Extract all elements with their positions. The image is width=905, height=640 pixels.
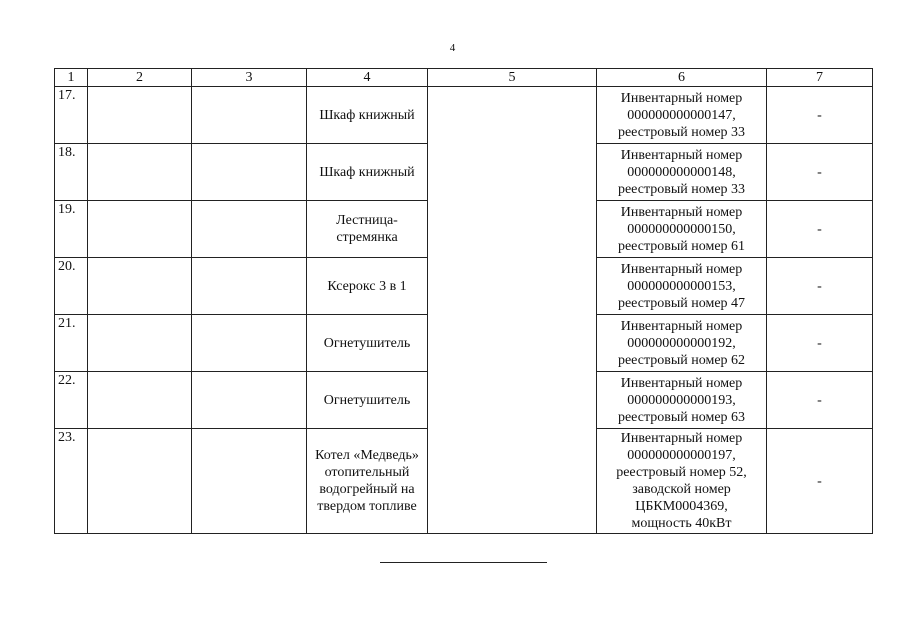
col7-cell: - [767, 315, 873, 372]
detail-line: 000000000000192, [627, 335, 736, 351]
item-name: Шкаф книжный [307, 87, 428, 144]
item-name: Ксерокс 3 в 1 [307, 258, 428, 315]
item-details [597, 429, 767, 534]
detail-line: реестровый номер 33 [617, 124, 746, 140]
detail-line: Инвентарный номер [620, 431, 743, 446]
header-cell-7: 7 [767, 69, 873, 87]
detail-line: Инвентарный номер [620, 90, 743, 106]
item-details [597, 258, 767, 315]
item-name: Лестница-стремянка [307, 201, 428, 258]
detail-line: 000000000000150, [627, 221, 736, 237]
item-name: Огнетушитель [307, 315, 428, 372]
detail-line: ЦБКМ0004369, [635, 499, 728, 514]
detail-line: Инвентарный номер [620, 261, 743, 277]
col7-cell: - [767, 429, 873, 534]
page-number: 4 [449, 42, 456, 54]
footer-divider [380, 562, 547, 563]
row-number: 19. [55, 201, 88, 258]
detail-line: 000000000000193, [627, 392, 736, 408]
col2-cell [88, 372, 192, 429]
detail-line: Инвентарный номер [620, 375, 743, 391]
detail-line: 000000000000197, [627, 448, 736, 463]
col7-cell: - [767, 144, 873, 201]
detail-line: заводской номер [632, 482, 731, 497]
detail-line: 000000000000153, [627, 278, 736, 294]
detail-line: Инвентарный номер [620, 318, 743, 334]
item-details [597, 87, 767, 144]
detail-line: реестровый номер 47 [617, 295, 746, 311]
item-details [597, 144, 767, 201]
header-cell-1: 1 [55, 69, 88, 87]
col3-cell [192, 258, 307, 315]
detail-line: реестровый номер 61 [617, 238, 746, 254]
header-cell-5: 5 [428, 69, 597, 87]
detail-line: реестровый номер 33 [617, 181, 746, 197]
detail-line: 000000000000147, [627, 107, 736, 123]
detail-line: мощность 40кВт [631, 516, 732, 531]
row-number: 17. [55, 87, 88, 144]
header-cell-6: 6 [597, 69, 767, 87]
item-name: Огнетушитель [307, 372, 428, 429]
row-number: 20. [55, 258, 88, 315]
row-number: 18. [55, 144, 88, 201]
col3-cell [192, 87, 307, 144]
detail-line: 000000000000148, [627, 164, 736, 180]
detail-line: Инвентарный номер [620, 147, 743, 163]
col3-cell [192, 372, 307, 429]
item-name: Котел «Медведь» отопительный водогрейный на твердом топливе [307, 429, 428, 534]
table-header-row [55, 69, 873, 87]
inventory-table [54, 68, 873, 534]
detail-line: реестровый номер 52, [616, 465, 747, 480]
row-number: 23. [55, 429, 88, 534]
item-details [597, 372, 767, 429]
col3-cell [192, 315, 307, 372]
col2-cell [88, 144, 192, 201]
col2-cell [88, 258, 192, 315]
col3-cell [192, 144, 307, 201]
item-details [597, 315, 767, 372]
col7-cell: - [767, 258, 873, 315]
col2-cell [88, 87, 192, 144]
header-cell-2: 2 [88, 69, 192, 87]
item-name: Шкаф книжный [307, 144, 428, 201]
col2-cell [88, 201, 192, 258]
col2-cell [88, 429, 192, 534]
row-number: 21. [55, 315, 88, 372]
col3-cell [192, 201, 307, 258]
table-row [55, 87, 873, 144]
detail-line: реестровый номер 63 [617, 409, 746, 425]
col3-cell [192, 429, 307, 534]
header-cell-4: 4 [307, 69, 428, 87]
col2-cell [88, 315, 192, 372]
header-cell-3: 3 [192, 69, 307, 87]
detail-line: Инвентарный номер [620, 204, 743, 220]
col7-cell: - [767, 87, 873, 144]
col7-cell: - [767, 201, 873, 258]
item-details [597, 201, 767, 258]
row-number: 22. [55, 372, 88, 429]
detail-line: реестровый номер 62 [617, 352, 746, 368]
col7-cell: - [767, 372, 873, 429]
col5-merged-cell [428, 87, 597, 534]
